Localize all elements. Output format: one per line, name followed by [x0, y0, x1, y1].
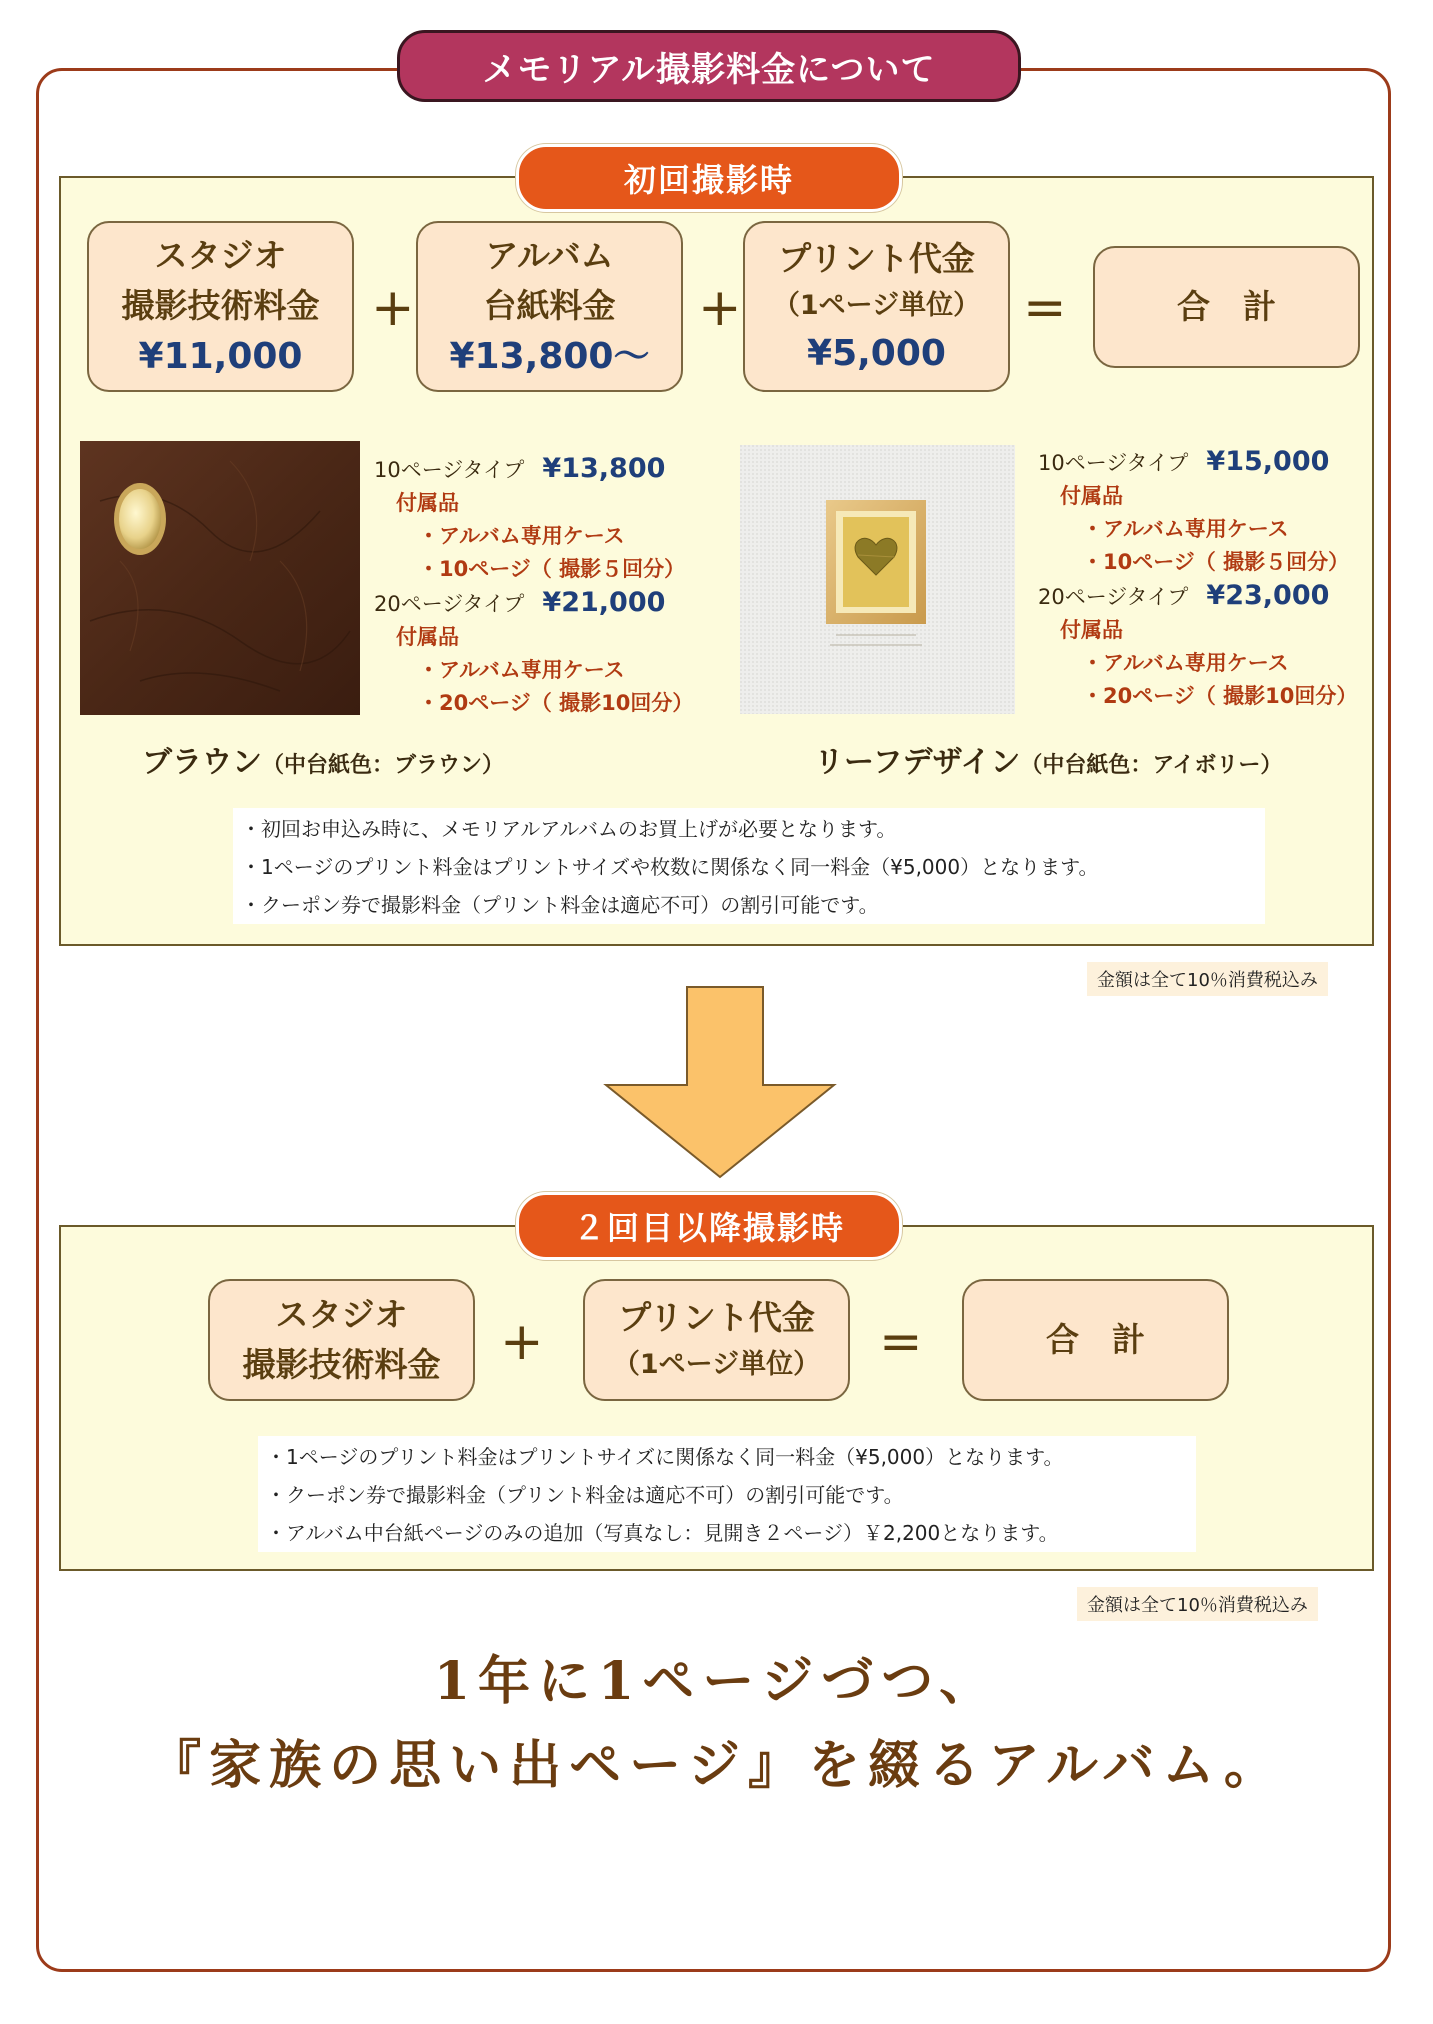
box-label: プリント代金 [778, 238, 975, 278]
equals-sign: = [1023, 278, 1067, 338]
leaf-specs [1038, 445, 1378, 713]
box-price: ¥13,800〜 [449, 335, 650, 377]
spec-type: 20ページタイプ [1038, 585, 1189, 609]
note-line: ・1ページのプリント料金はプリントサイズや枚数に関係なく同一料金（¥5,000）となります。 [241, 855, 1099, 879]
down-arrow-icon [600, 985, 840, 1181]
studio-fee-box [87, 221, 354, 392]
leaf-album-name [814, 737, 1282, 781]
spec-type: 20ページタイプ [374, 592, 525, 616]
spec-price: ¥15,000 [1206, 446, 1330, 477]
spec-type: 10ページタイプ [374, 458, 525, 482]
album-name-sub: （中台紙色：アイボリー） [1020, 753, 1283, 778]
tax-note: 金額は全て10％消費税込み [1077, 1587, 1318, 1621]
note-line: ・アルバム中台紙ページのみの追加（写真なし：見開き２ページ）￥2,200となります。 [266, 1521, 1059, 1545]
leaf-album-image [740, 445, 1015, 714]
first-notes [233, 808, 1265, 924]
note-line: ・クーポン券で撮影料金（プリント料金は適応不可）の割引可能です。 [266, 1483, 904, 1507]
spec-price: ¥13,800 [542, 453, 666, 484]
album-name-main: リーフデザイン [814, 745, 1021, 780]
album-name-sub: （中台紙色：ブラウン） [262, 753, 505, 778]
spec-item: ・10ページ（ 撮影５回分） [1082, 550, 1350, 574]
spec-accessory-label: 付属品 [396, 491, 459, 515]
spec-item: ・アルバム専用ケース [418, 658, 625, 682]
album-name-main: ブラウン [142, 745, 262, 780]
spec-price: ¥21,000 [542, 587, 666, 618]
note-line: ・初回お申込み時に、メモリアルアルバムのお買上げが必要となります。 [241, 817, 897, 841]
box-label: プリント代金 [618, 1298, 815, 1337]
box-label: アルバム [485, 235, 614, 275]
slogan [0, 1640, 1433, 1808]
spec-accessory-label: 付属品 [1060, 618, 1123, 642]
total-box-2 [962, 1279, 1229, 1401]
spec-item: ・10ページ（ 撮影５回分） [418, 557, 686, 581]
print-fee-box-2 [583, 1279, 850, 1401]
box-label: （1ページ単位） [772, 289, 981, 321]
note-line: ・クーポン券で撮影料金（プリント料金は適応不可）の割引可能です。 [241, 893, 879, 917]
spec-type: 10ページタイプ [1038, 451, 1189, 475]
box-label: スタジオ [275, 1295, 408, 1334]
spec-accessory-label: 付属品 [1060, 484, 1123, 508]
brown-specs [374, 452, 714, 720]
plus-sign: + [500, 1312, 544, 1372]
equals-sign: = [879, 1312, 923, 1372]
spec-item: ・20ページ（ 撮影10回分） [418, 691, 694, 715]
note-line: ・1ページのプリント料金はプリントサイズに関係なく同一料金（¥5,000）となります。 [266, 1445, 1064, 1469]
album-fee-box [416, 221, 683, 392]
slogan-line-2: 『家族の思い出ページ』を綴るアルバム。 [149, 1735, 1284, 1796]
slogan-line-1: 1年に1ページづつ、 [433, 1651, 1000, 1712]
spec-price: ¥23,000 [1206, 580, 1330, 611]
spec-accessory-label: 付属品 [396, 625, 459, 649]
box-label: 台紙料金 [483, 285, 616, 325]
box-label: 合 計 [1177, 287, 1276, 326]
box-label: スタジオ [154, 235, 287, 275]
plus-sign: + [698, 278, 742, 338]
spec-item: ・アルバム専用ケース [418, 524, 625, 548]
second-shoot-heading: ２回目以降撮影時 [516, 1192, 902, 1260]
box-price: ¥5,000 [807, 332, 946, 374]
second-notes [258, 1436, 1196, 1552]
page-title: メモリアル撮影料金について [397, 30, 1021, 102]
spec-item: ・アルバム専用ケース [1082, 517, 1289, 541]
box-label: （1ページ単位） [612, 1349, 821, 1380]
first-shoot-heading: 初回撮影時 [516, 144, 902, 212]
studio-fee-box-2 [208, 1279, 475, 1401]
print-fee-box [743, 221, 1010, 392]
box-label: 撮影技術料金 [242, 1345, 441, 1384]
box-price: ¥11,000 [138, 335, 303, 377]
plus-sign: + [371, 278, 415, 338]
box-label: 撮影技術料金 [121, 285, 320, 325]
tax-note: 金額は全て10％消費税込み [1087, 962, 1328, 996]
total-box [1093, 246, 1360, 368]
spec-item: ・アルバム専用ケース [1082, 651, 1289, 675]
brown-album-image [80, 441, 360, 715]
box-label: 合 計 [1046, 1320, 1145, 1359]
spec-item: ・20ページ（ 撮影10回分） [1082, 684, 1358, 708]
brown-album-name [142, 737, 504, 781]
